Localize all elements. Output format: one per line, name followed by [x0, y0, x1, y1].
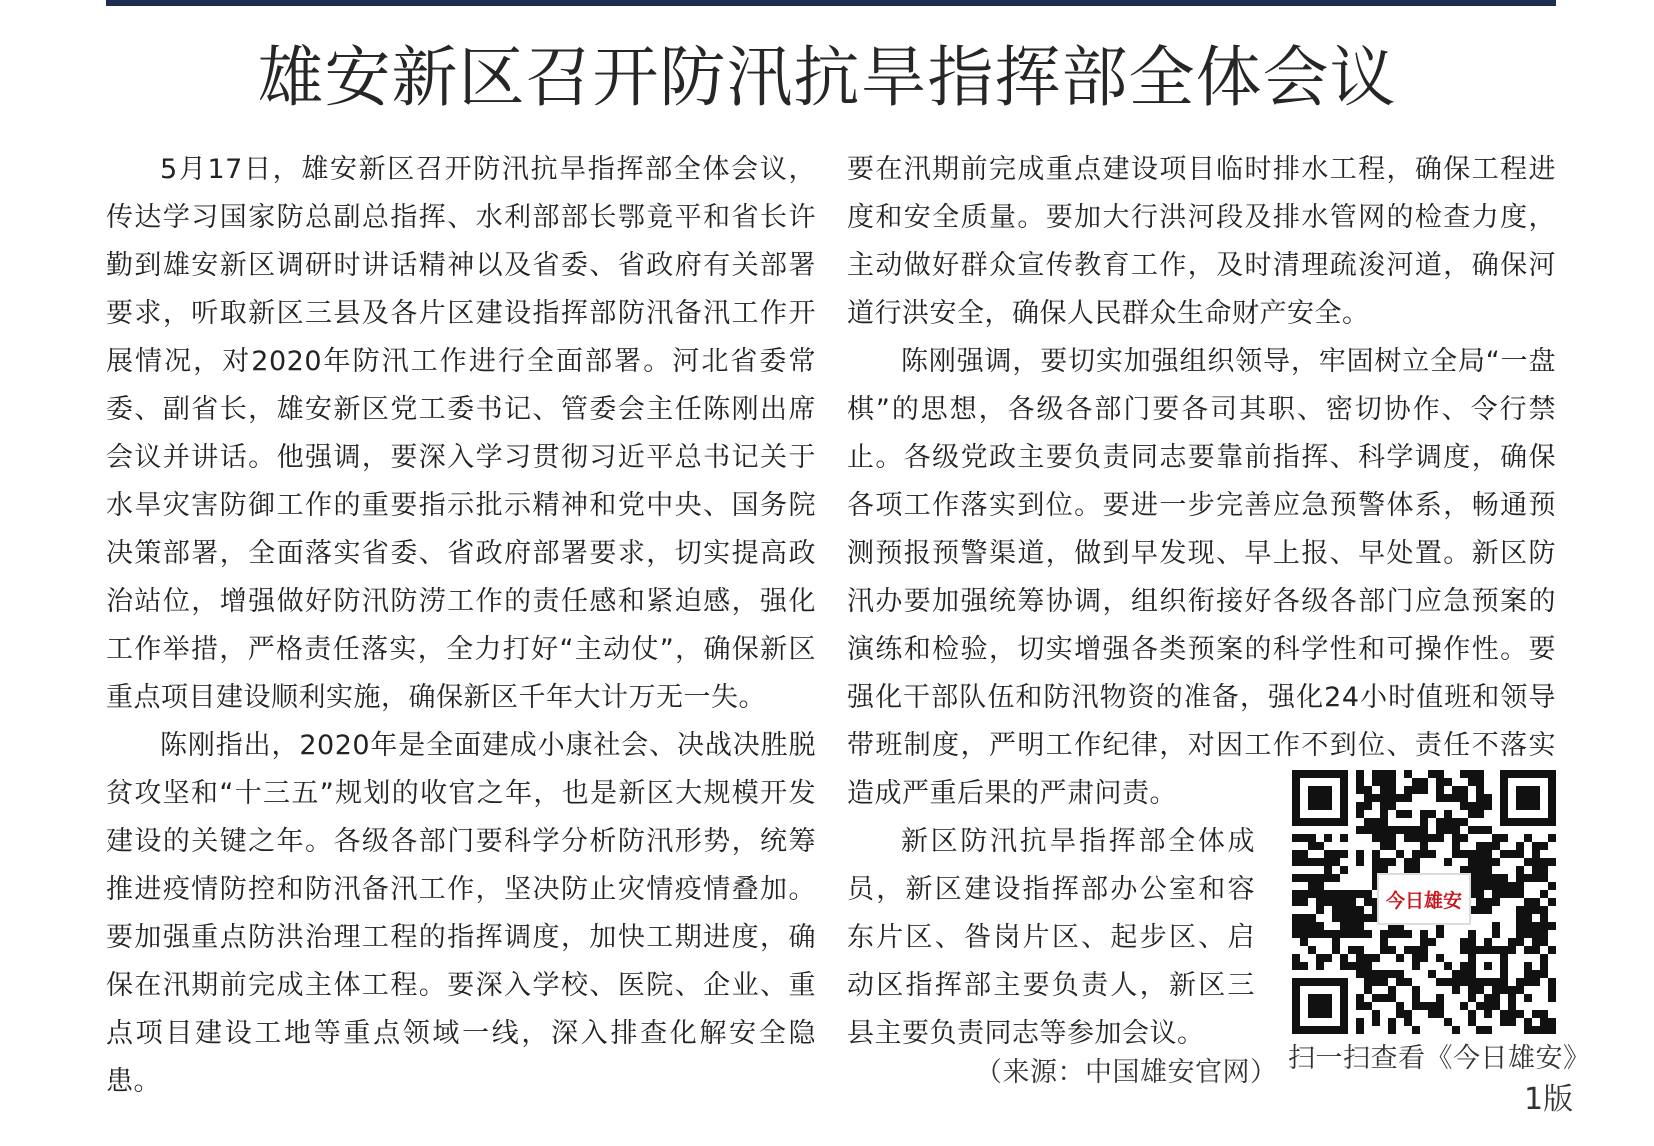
qr-center-label: 今日雄安: [1385, 890, 1463, 912]
article-title: 雄安新区召开防汛抗旱指挥部全体会议: [257, 39, 1397, 116]
right-column-bottom: [847, 818, 1255, 1058]
right-column: [847, 146, 1556, 818]
qr-caption: 扫一扫查看《今日雄安》: [1288, 1043, 1591, 1074]
page-number: 1版: [1524, 1082, 1574, 1117]
source-credit: （来源：中国雄安官网）: [975, 1057, 1278, 1088]
left-column: [106, 146, 816, 1106]
top-rule-bar: [106, 0, 1556, 6]
paragraph-3: 陈刚强调，要切实加强组织领导，牢固树立全局“一盘棋”的思想，各级各部门要各司其职、密切协作、令行禁止。各级党政主要负责同志要靠前指挥、科学调度，确保各项工作落实到位。要进一步完善应急预警体系，畅通预测预报预警渠道，做到早发现、早上报、早处置。新区防汛办要加强统筹协调，组织衔接好各级各部门应急预案的演练和检验，切实增强各类预案的科学性和可操作性。要强化干部队伍和防汛物资的准备，强化24小时值班和领导带班制度，严明工作纪律，对因工作不到位、责任不落实造成严重后果的严肃问责。: [847, 346, 1556, 809]
qr-code[interactable]: [1292, 770, 1556, 1034]
paragraph-1: 5月17日，雄安新区召开防汛抗旱指挥部全体会议，传达学习国家防总副总指挥、水利部部长鄂竟平和省长许勤到雄安新区调研时讲话精神以及省委、省政府有关部署要求，听取新区三县及各片区建设指挥部防汛备汛工作开展情况，对2020年防汛工作进行全面部署。河北省委常委、副省长，雄安新区党工委书记、管委会主任陈刚出席会议并讲话。他强调，要深入学习贯彻习近平总书记关于水旱灾害防御工作的重要指示批示精神和党中央、国务院决策部署，全面落实省委、省政府部署要求，切实提高政治站位，增强做好防汛防涝工作的责任感和紧迫感，强化工作举措，严格责任落实，全力打好“主动仗”，确保新区重点项目建设顺利实施，确保新区千年大计万无一失。: [106, 154, 816, 713]
paragraph-2: 陈刚指出，2020年是全面建成小康社会、决战决胜脱贫攻坚和“十三五”规划的收官之年，也是新区大规模开发建设的关键之年。各级各部门要科学分析防汛形势，统筹推进疫情防控和防汛备汛工作，坚决防止灾情疫情叠加。要加强重点防洪治理工程的指挥调度，加快工期进度，确保在汛期前完成主体工程。要深入学校、医院、企业、重点项目建设工地等重点领域一线，深入排查化解安全隐患。: [106, 730, 816, 1097]
qr-code-image: [1292, 770, 1556, 1034]
paragraph-2-continued: 要在汛期前完成重点建设项目临时排水工程，确保工程进度和安全质量。要加大行洪河段及排水管网的检查力度，主动做好群众宣传教育工作，及时清理疏浚河道，确保河道行洪安全，确保人民群众生命财产安全。: [847, 154, 1556, 329]
paragraph-4: 新区防汛抗旱指挥部全体成员，新区建设指挥部办公室和容东片区、昝岗片区、起步区、启动区指挥部主要负责人，新区三县主要负责同志等参加会议。: [847, 826, 1255, 1049]
